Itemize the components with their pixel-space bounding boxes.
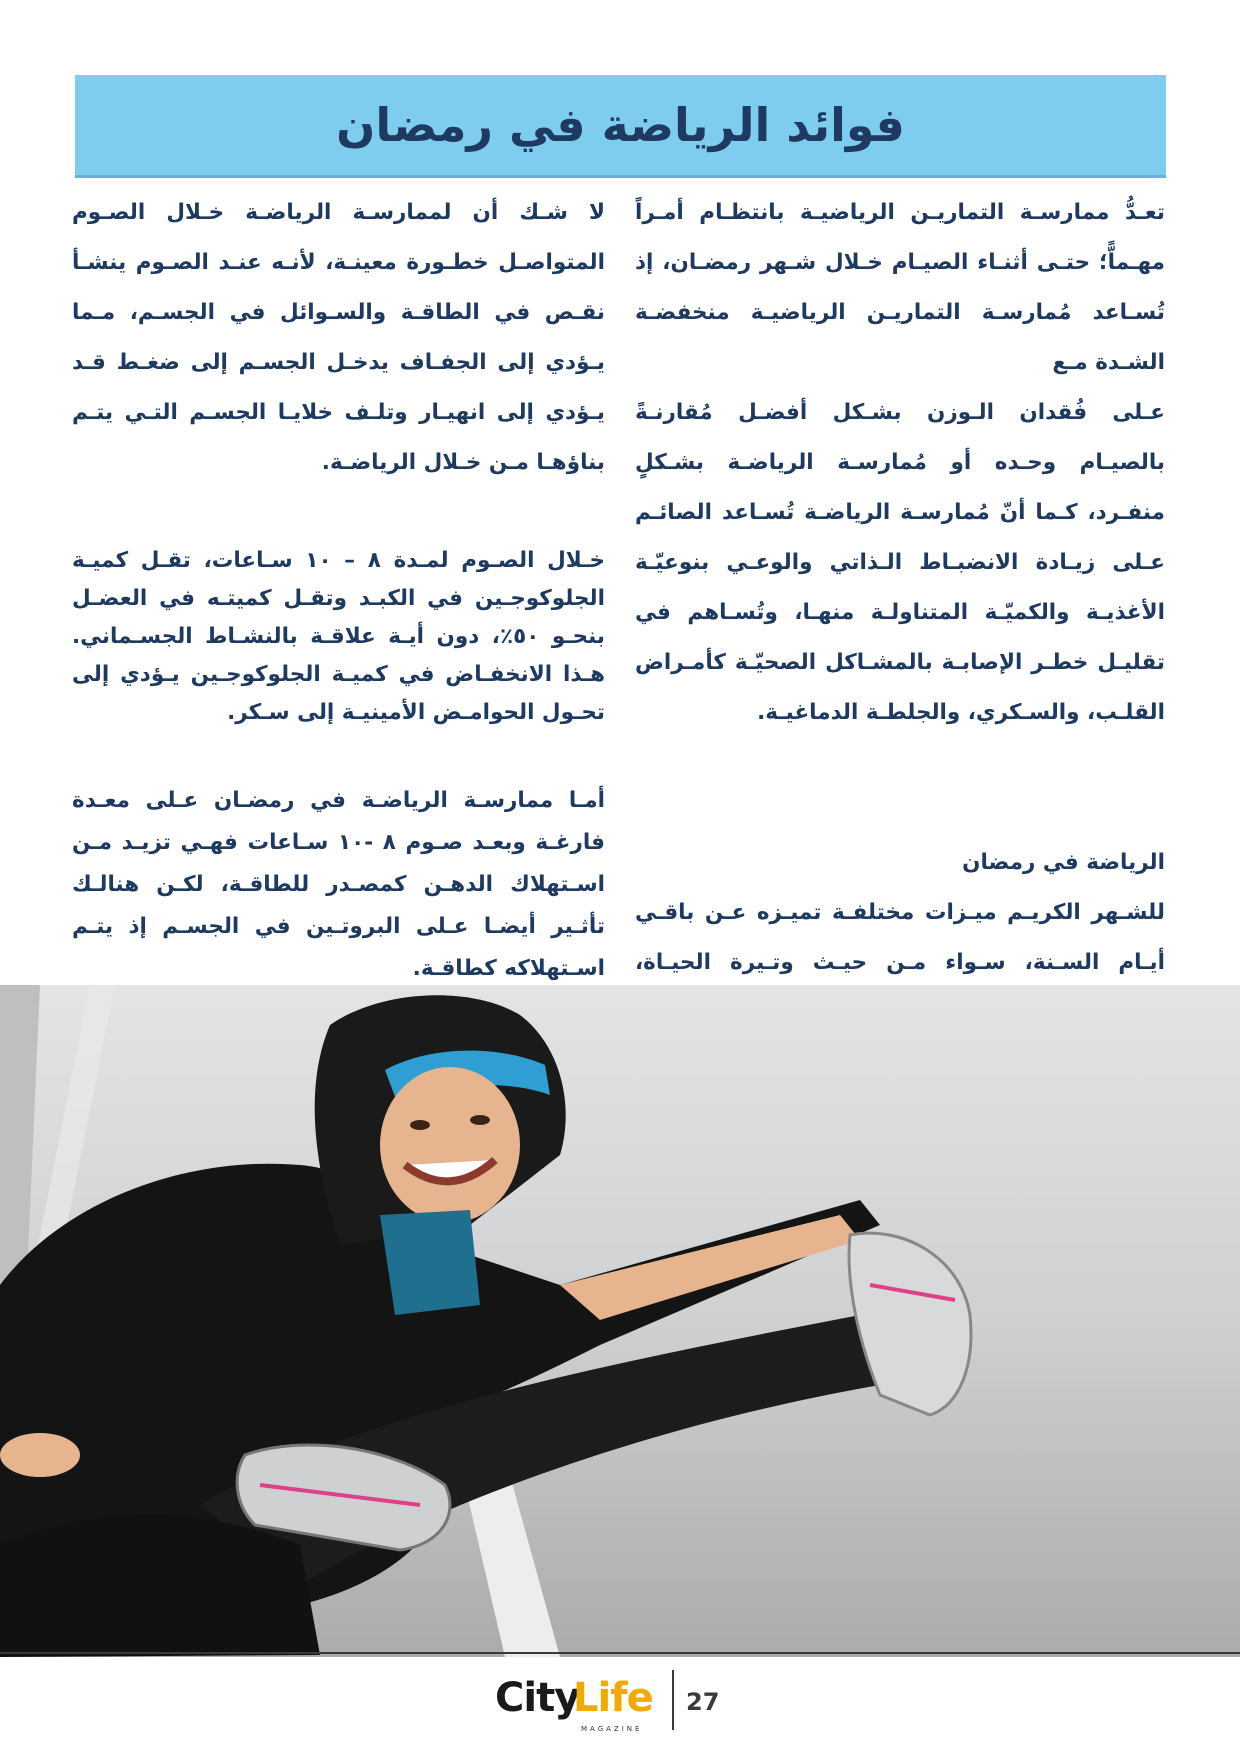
title-banner bbox=[75, 75, 1166, 178]
left-column bbox=[72, 188, 605, 990]
logo-life-text: Life bbox=[573, 1675, 653, 1721]
left-paragraph-1: لا شـك أن لممارسـة الرياضـة خـلال الصـوم المتواصـل خطـورة معينـة، لأنـه عنـد الصـوم ينشـأ نقـص في الطاقـة والسـوائل في الجسـم، مـما يـؤدي إلى الجفـاف يدخـل الجسـم إلى ضغـط قـد يـؤدي إلى انهيـار وتلـف خلايـا الجسـم التـي يتـم بناؤهـا مـن خـلال الرياضـة. bbox=[72, 200, 605, 475]
left-paragraph-2: خـلال الصـوم لمـدة ٨ – ١٠ سـاعات، تقـل كميـة الجلوكوجـين في الكبـد وتقـل كميتـه في العضـل بنحـو ٥٠٪، دون أيـة علاقـة بالنشـاط الجسـماني. هـذا الانخفـاض في كميـة الجلوكوجـين يـؤدي إلى تحـول الحوامـض الأمينيـة إلى سـكر. bbox=[72, 548, 605, 725]
footer-separator bbox=[672, 1670, 674, 1730]
right-paragraph-3: للشـهر الكريـم ميـزات مختلفـة تميـزه عـن باقـي أيـام السـنة، سـواء مـن حيـث وتـيرة الحيـاة، bbox=[635, 900, 1165, 975]
logo-city-text: City bbox=[495, 1675, 580, 1721]
citylife-logo bbox=[495, 1675, 655, 1735]
section-heading: الرياضة في رمضان bbox=[962, 850, 1165, 875]
left-paragraph-3: أمـا ممارسـة الرياضـة في رمضـان عـلى معـدة فارغـة وبعـد صـوم ٨ -١٠ سـاعات فهـي تزيـد مـن اسـتهلاك الدهـن كمصـدر للطاقـة، لكـن هنالـك تأثـير أيضـا عـلى البروتـين في الجسـم إذ يتـم اسـتهلاكه كطاقـة. bbox=[72, 788, 605, 981]
right-paragraph-1: تعـدُّ ممارسـة التماريـن الرياضيـة بانتظـام أمـراً مهـماًّ؛ حتـى أثنـاء الصيـام خـلال شـهر رمضـان، إذ تُسـاعد مُمارسـة التماريـن الرياضيـة منخفضـة الشـدة مـع bbox=[635, 200, 1165, 375]
page-number: 27 bbox=[686, 1688, 720, 1716]
right-paragraph-2: عـلى فُقدان الـوزن بشـكل أفضـل مُقارنـةً بالصيـام وحـده أو مُمارسـة الرياضـة بشـكلٍ منفـرد، كـما أنّ مُمارسـة الرياضـة تُسـاعد الصائـم عـلى زيـادة الانضبـاط الـذاتي والوعـي بنوعيّـة الأغذيـة والكميّـة المتناولـة منهـا، وتُسـاهم في تقليـل خطـر الإصابـة بالمشـاكل الصحيّـة كأمـراض القلـب، والسـكري، والجلطـة الدماغيـة. bbox=[635, 400, 1165, 725]
footer-divider-line bbox=[0, 1652, 1240, 1654]
logo-magazine-text: MAGAZINE bbox=[581, 1725, 643, 1733]
woman-stretching-photo bbox=[0, 985, 1240, 1657]
photo-illustration bbox=[0, 985, 1240, 1657]
right-column bbox=[635, 188, 1165, 1088]
page-title: فوائد الرياضة في رمضان bbox=[336, 98, 905, 152]
